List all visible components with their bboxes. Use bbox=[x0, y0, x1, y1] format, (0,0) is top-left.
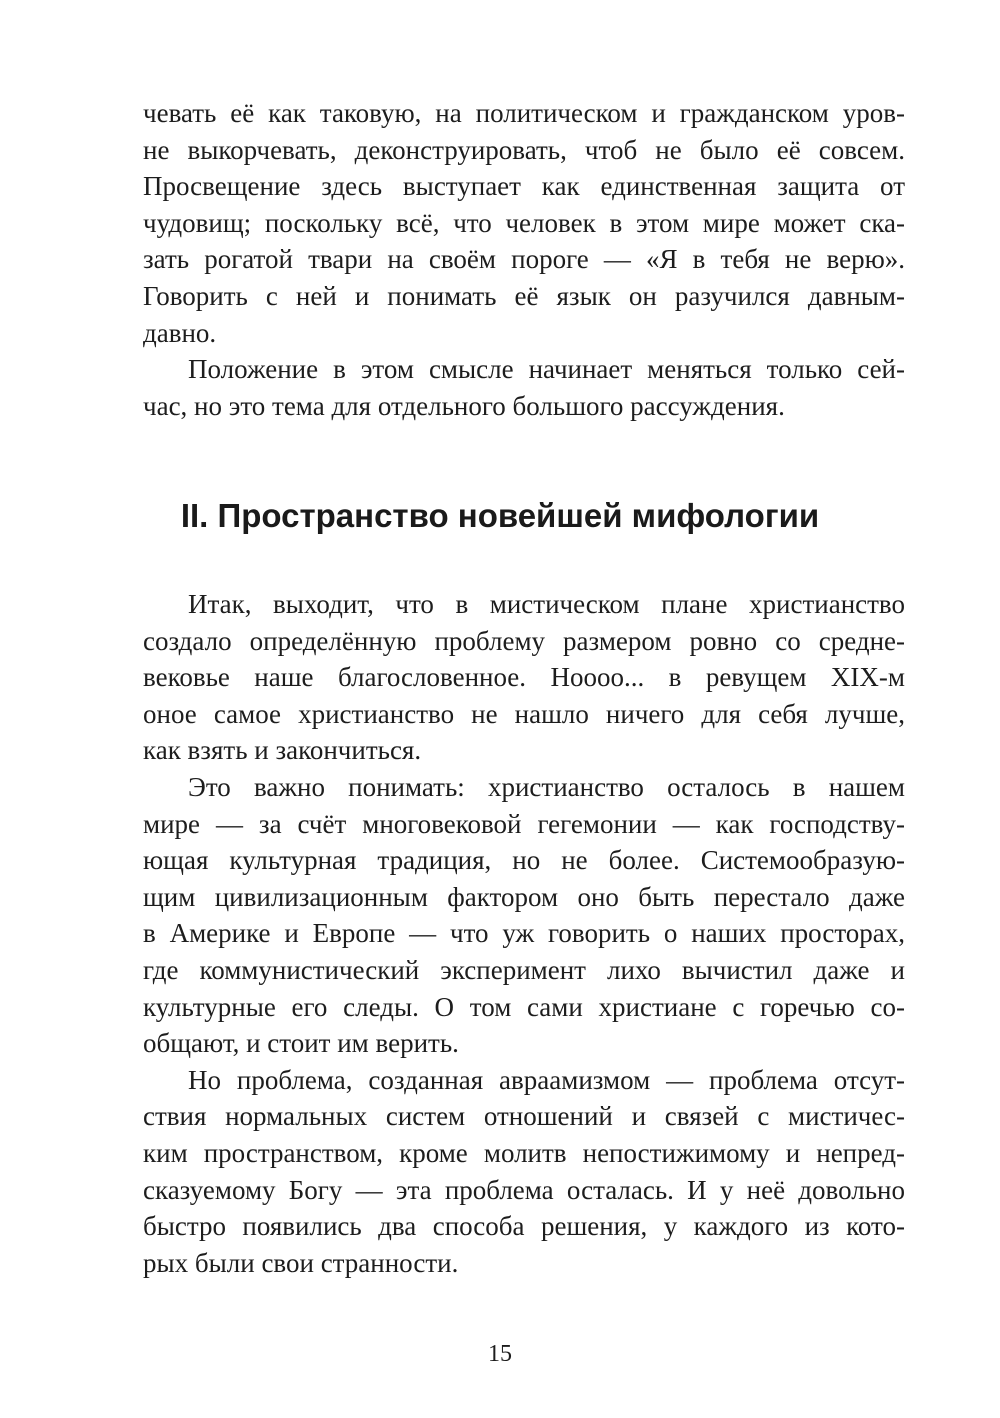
text-line: в Америке и Европе — что уж говорить о наших просторах, bbox=[143, 918, 905, 949]
paragraph bbox=[143, 95, 905, 351]
text-line: как взять и закончиться. bbox=[143, 735, 422, 766]
body-text-bottom bbox=[143, 586, 905, 1281]
text-line: чевать её как таковую, на политическом и гражданском уров- bbox=[143, 98, 905, 128]
text-line: Но проблема, созданная авраамизмом — проблема отсут- bbox=[188, 1064, 905, 1095]
text-line: не выкорчевать, деконструировать, чтоб не было её совсем. bbox=[143, 134, 905, 165]
text-line: Положение в этом смысле начинает меняться только сей- bbox=[188, 354, 905, 385]
text-line: давно. bbox=[143, 317, 217, 348]
text-line: общают, и стоит им верить. bbox=[143, 1028, 459, 1059]
text-line: культурные его следы. О том сами христиане с горечью со- bbox=[143, 991, 905, 1022]
text-line: вековье наше благословенное. Ноооо... в ревущем XIX-м bbox=[143, 662, 905, 693]
text-line: сказуемому Богу — эта проблема осталась. И у неё довольно bbox=[143, 1174, 905, 1205]
text-line: создало определённую проблему размером ровно со средне- bbox=[143, 625, 905, 656]
text-line: мире — за счёт многовековой гегемонии — как господству- bbox=[143, 808, 905, 839]
paragraph bbox=[143, 769, 905, 1062]
paragraph bbox=[143, 351, 905, 424]
text-line: быстро появились два способа решения, у каждого из кото- bbox=[143, 1211, 905, 1242]
section-heading: II. Пространство новейшей мифологии bbox=[180, 497, 820, 534]
text-line: ющая культурная традиция, но не более. Системообразую- bbox=[143, 845, 905, 876]
text-line: Это важно понимать: христианство осталось в нашем bbox=[188, 771, 905, 802]
text-line: чудовищ; поскольку всё, что человек в этом мире может ска- bbox=[143, 207, 905, 238]
text-line: зать рогатой твари на своём пороге — «Я в тебя не верю». bbox=[143, 244, 905, 275]
text-line: рых были свои странности. bbox=[143, 1247, 459, 1278]
text-line: Говорить с ней и понимать её язык он разучился давным- bbox=[143, 280, 905, 311]
text-line: Просвещение здесь выступает как единственная защита от bbox=[143, 171, 905, 202]
text-line: ствия нормальных систем отношений и связей с мистичес- bbox=[143, 1101, 905, 1132]
text-line: ким пространством, кроме молитв непостижимому и непред- bbox=[143, 1137, 905, 1168]
paragraph bbox=[143, 1062, 905, 1282]
paragraph bbox=[143, 586, 905, 769]
text-line: где коммунистический эксперимент лихо вычистил даже и bbox=[143, 954, 905, 985]
body-text-top bbox=[143, 95, 905, 424]
text-line: Итак, выходит, что в мистическом плане христианство bbox=[188, 589, 905, 619]
text-line: оное самое христианство не нашло ничего для себя лучше, bbox=[143, 698, 905, 729]
text-line: час, но это тема для отдельного большого рассуждения. bbox=[143, 390, 785, 421]
text-line: щим цивилизационным фактором оно быть перестало даже bbox=[143, 881, 905, 912]
page-number: 15 bbox=[488, 1341, 512, 1367]
